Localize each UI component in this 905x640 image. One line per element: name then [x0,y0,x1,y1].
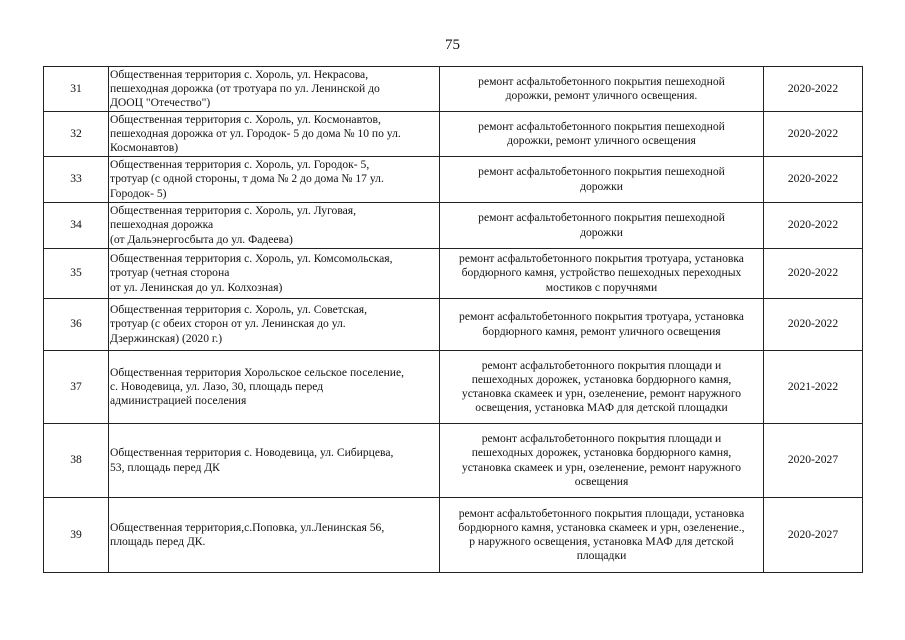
period-cell: 2020-2027 [764,424,863,498]
improvement-works-table [43,66,863,573]
works-line: р наружного освещения, установка МАФ для детской [469,535,734,548]
territory-line: тротуар (с обеих сторон от ул. Ленинская до ул. [110,317,346,331]
territory-cell [109,157,440,203]
period-cell: 2020-2027 [764,498,863,573]
period-cell: 2020-2022 [764,157,863,203]
row-number: 34 [44,203,109,249]
works-cell [440,498,764,573]
works-cell [440,299,764,351]
period-cell: 2020-2022 [764,203,863,249]
territory-line: площадь перед ДК. [110,535,206,548]
territory-line: Общественная территория с. Хороль, ул. Комсомольская, [110,252,393,266]
territory-line: Общественная территория с. Новодевица, ул. Сибирцева, [110,446,394,460]
works-cell [440,249,764,299]
works-cell [440,424,764,498]
territory-line: Космонавтов) [110,141,179,155]
territory-cell [109,203,440,249]
territory-cell [109,424,440,498]
territory-cell [109,249,440,299]
territory-line: тротуар (с одной стороны, т дома № 2 до дома № 17 ул. [110,172,384,186]
table-row [44,203,863,249]
works-line: пешеходных дорожек, установка бордюрного камня, [471,372,732,386]
territory-cell [109,112,440,157]
row-number: 39 [44,498,109,573]
territory-line: ДООЦ "Отечество") [110,96,211,110]
territory-cell [109,299,440,351]
works-line: бордюрного камня, установка скамеек и урн, озеленение., [458,520,745,534]
works-cell [440,351,764,424]
works-line: освещения [574,474,629,488]
works-line: освещения, установка МАФ для детской площадки [475,401,728,415]
period-cell: 2020-2022 [764,249,863,299]
works-line: ремонт асфальтобетонного покрытия площади и [481,432,722,446]
territory-line: пешеходная дорожка (от тротуара по ул. Ленинской до [110,81,380,95]
row-number: 38 [44,424,109,498]
works-line: ремонт асфальтобетонного покрытия тротуара, установка [459,252,744,266]
row-number: 32 [44,112,109,157]
territory-line: Общественная территория,с.Поповка, ул.Ленинская 56, [110,520,385,534]
row-number: 36 [44,299,109,351]
works-line: ремонт асфальтобетонного покрытия тротуара, установка [459,310,744,324]
works-line: площадки [576,549,627,563]
territory-line: Дзержинская) (2020 г.) [110,331,223,345]
works-cell [440,112,764,157]
table-row [44,351,863,424]
works-line: ремонт асфальтобетонного покрытия пешеходной [478,165,725,179]
period-cell: 2020-2022 [764,299,863,351]
territory-line: тротуар (четная сторона [110,266,230,280]
works-line: ремонт асфальтобетонного покрытия площади и [481,358,722,372]
territory-line: Общественная территория с. Хороль, ул. Космонавтов, [110,112,381,126]
territory-line: Общественная территория с. Хороль, ул. Советская, [110,303,367,317]
territory-line: (от Дальэнергосбыта до ул. Фадеева) [110,232,293,246]
table-row [44,249,863,299]
row-number: 35 [44,249,109,299]
period-cell: 2020-2022 [764,67,863,112]
territory-line: Общественная территория с. Хороль, ул. Луговая, [110,204,357,218]
territory-cell [109,67,440,112]
territory-line: Городок- 5) [110,186,167,200]
territory-line: с. Новодевица, ул. Лазо, 30, площадь перед [110,379,324,393]
territory-line: от ул. Ленинская до ул. Колхозная) [110,280,283,294]
territory-line: пешеходная дорожка [110,218,214,232]
period-cell: 2021-2022 [764,351,863,424]
territory-line: Общественная территория Хорольское сельское поселение, [110,365,405,379]
works-line: дорожки, ремонт уличного освещения. [505,89,698,102]
table-row [44,299,863,351]
row-number: 31 [44,67,109,112]
works-line: бордюрного камня, ремонт уличного освещения [482,324,721,338]
works-line: ремонт асфальтобетонного покрытия пешеходной [478,211,725,225]
row-number: 33 [44,157,109,203]
territory-cell [109,498,440,573]
works-line: ремонт асфальтобетонного покрытия площади, установка [458,506,745,520]
works-line: ремонт асфальтобетонного покрытия пешеходной [478,119,725,133]
works-line: ремонт асфальтобетонного покрытия пешеходной [478,74,725,88]
territory-line: администрацией поселения [110,394,247,408]
period-cell: 2020-2022 [764,112,863,157]
works-line: установка скамеек и урн, озеленение, ремонт наружного [461,460,742,474]
territory-line: пешеходная дорожка от ул. Городок- 5 до дома № 10 по ул. [110,126,401,140]
works-line: установка скамеек и урн, озеленение, ремонт наружного [461,387,742,400]
territory-line: Общественная территория с. Хороль, ул. Некрасова, [110,67,369,81]
table-row [44,498,863,573]
works-line: пешеходных дорожек, установка бордюрного камня, [471,446,732,460]
works-line: дорожки, ремонт уличного освещения [507,134,696,147]
territory-line: Общественная территория с. Хороль, ул. Городок- 5, [110,158,370,172]
works-cell [440,203,764,249]
territory-cell [109,351,440,424]
table-row [44,67,863,112]
works-line: бордюрного камня, устройство пешеходных переходных [461,266,742,280]
table-row [44,112,863,157]
row-number: 37 [44,351,109,424]
territory-line: 53, площадь перед ДК [110,460,220,474]
works-cell [440,157,764,203]
works-line: дорожки [580,179,623,193]
table-row [44,424,863,498]
works-cell [440,67,764,112]
table-row [44,157,863,203]
works-line: мостиков с поручнями [545,280,658,294]
works-line: дорожки [580,225,623,239]
page-number: 75 [445,37,460,53]
